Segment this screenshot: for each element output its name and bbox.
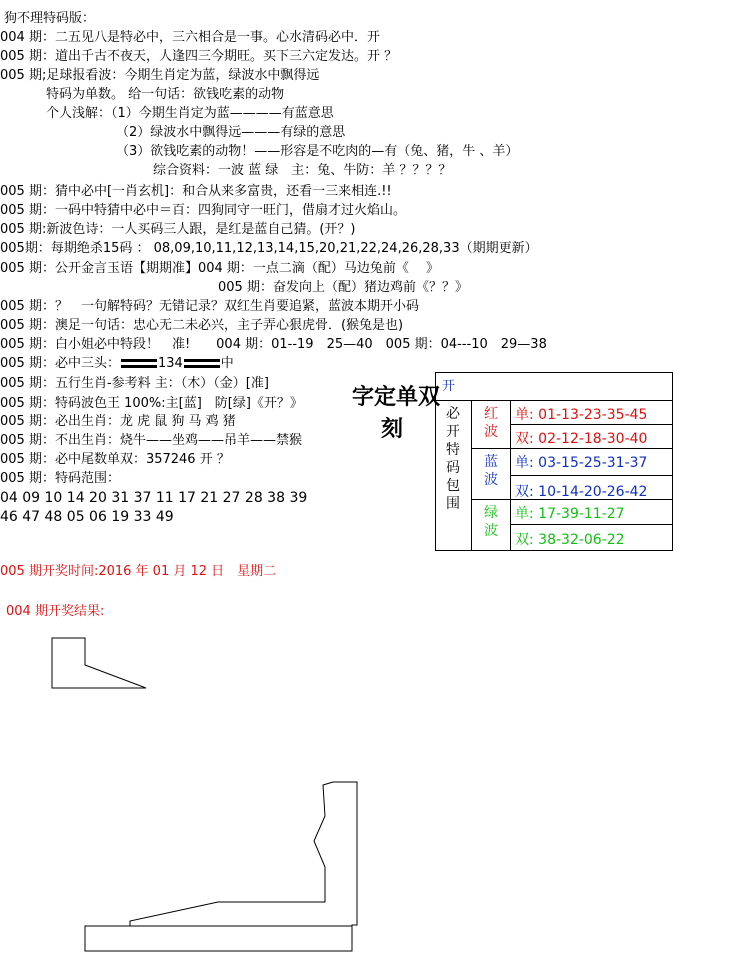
text-line: 005 期：澳足一句话：忠心无二未必兴，主子弄心狠虎骨．(猴兔是也) xyxy=(0,318,404,333)
open-label: 开 xyxy=(442,379,456,394)
wave-char: 红 xyxy=(484,406,498,422)
text-line: 005 期：不出生肖：烧牛——坐鸡——吊羊——禁猴 xyxy=(0,433,302,448)
text-line: （2）绿波水中飘得远———有绿的意思 xyxy=(116,125,346,140)
text-line: 005 期;足球报看波：今期生肖定为蓝，绿波水中飘得远 xyxy=(0,68,320,83)
page-title: 狗不理特码版： xyxy=(4,11,96,26)
flag-shape xyxy=(52,638,146,688)
single-numbers: 01-13-23-35-45 xyxy=(538,407,648,423)
wave-char: 蓝 xyxy=(484,454,498,470)
text-line: 005 期：必中尾数单双：357246 开 ？ xyxy=(0,452,230,467)
side-char: 包 xyxy=(446,478,460,494)
wave-label xyxy=(483,405,499,441)
double-numbers: 02-12-18-30-40 xyxy=(538,431,648,447)
side-char: 必 xyxy=(446,406,460,422)
san-tou-value: 134 xyxy=(157,356,183,371)
side-char: 特 xyxy=(446,442,460,458)
wave-char: 波 xyxy=(484,424,498,440)
text-line: 005 期：五行生肖-参考料 主：（木）（金）[准] xyxy=(0,376,269,391)
san-tou-line xyxy=(0,355,234,372)
wave-cell xyxy=(472,449,511,500)
wave-cell xyxy=(472,500,511,550)
text-line: 005 期:新波色诗：一人买码三人跟，是红是蓝自己猜。(开？) xyxy=(0,222,356,237)
text-line: 005 期：道出千古不夜天，人逢四三今期旺。买下三六定发达。开 ？ xyxy=(0,49,398,64)
single-label: 单: xyxy=(515,455,534,471)
text-line: 特码为单数。 给一句话：欲钱吃素的动物 xyxy=(46,87,285,102)
result-title: 004 期开奖结果: xyxy=(6,604,105,619)
text-line: 005 期：特码波色王 100%:主[蓝] 防[绿]《开？》 xyxy=(0,396,303,411)
number-line: 04 09 10 14 20 31 37 11 17 21 27 28 38 39 xyxy=(0,490,308,506)
wave-label xyxy=(483,453,499,489)
text-line: 005 期：奋发向上（配）猪边鸡前《？？》 xyxy=(218,280,468,295)
number-row xyxy=(511,525,672,550)
side-char: 码 xyxy=(446,460,460,476)
number-row xyxy=(511,476,672,500)
double-label: 双: xyxy=(515,532,534,548)
text-line: （3）欲钱吃素的动物！——形容是不吃肉的—有（兔、猪，牛 、羊） xyxy=(116,144,519,159)
result-shapes xyxy=(0,620,744,957)
text-line: 005 期：一码中特猜中必中＝百：四狗同守一旺门，借扇才过火焰山。 xyxy=(0,203,406,218)
number-row xyxy=(511,425,672,449)
text-line: 005 期：猜中必中[一肖玄机]：和合从来多富贵，还看一三来相连.!! xyxy=(0,184,392,199)
double-numbers: 38-32-06-22 xyxy=(538,532,625,548)
stamp-text: 刻 xyxy=(381,416,404,442)
table-side xyxy=(436,401,472,550)
double-numbers: 10-14-20-26-42 xyxy=(538,484,648,500)
wave-cell xyxy=(472,401,511,449)
san-tou-label: 005 期：必中三头： xyxy=(0,356,120,371)
stamp-text: 字定单双 xyxy=(352,384,441,410)
bar-icon xyxy=(184,359,220,368)
single-label: 单: xyxy=(515,407,534,423)
double-label: 双: xyxy=(515,431,534,447)
number-line: 46 47 48 05 06 19 33 49 xyxy=(0,509,174,525)
text-line: 个人浅解：（1）今期生肖定为蓝————有蓝意思 xyxy=(46,106,334,121)
text-line: 005期：每期绝杀15码 ： 08,09,10,11,12,13,14,15,20,21,22,24,26,28,33（期期更新） xyxy=(0,241,538,256)
text-line: 005 期：必出生肖：龙 虎 鼠 狗 马 鸡 猪 xyxy=(0,414,236,429)
san-tou-tail: 中 xyxy=(220,356,234,371)
text-line: 005 期：公开金言玉语【期期准】004 期：一点二滴（配）马边兔前《 》 xyxy=(0,261,440,276)
text-line: 005 期：白小姐必中特段！ 准! 004 期：01--19 25—40 005 期：04---10 29—38 xyxy=(0,337,547,352)
side-label xyxy=(445,405,461,513)
single-numbers: 17-39-11-27 xyxy=(538,506,625,522)
number-row xyxy=(511,401,672,425)
bar-icon xyxy=(121,359,157,368)
wave-char: 绿 xyxy=(484,505,498,521)
wave-char: 波 xyxy=(484,472,498,488)
side-char: 围 xyxy=(446,496,460,512)
wave-label xyxy=(483,504,499,540)
number-row xyxy=(511,500,672,525)
single-label: 单: xyxy=(515,506,534,522)
special-code-table xyxy=(435,372,673,551)
single-numbers: 03-15-25-31-37 xyxy=(538,455,648,471)
double-label: 双: xyxy=(515,484,534,500)
text-line: 005 期：？ 一句解特码？无错记录？双红生肖要追紧，蓝波本期开小码 xyxy=(0,299,419,314)
text-line: 005 期：特码范围： xyxy=(0,471,120,486)
table-header xyxy=(436,373,672,401)
text-line: 综合资料：一波 蓝 绿 主：兔、牛防：羊 ？？？？ xyxy=(153,163,452,178)
wave-char: 波 xyxy=(484,523,498,539)
text-line: 004 期：二五见八是特必中，三六相合是一事。心水清码必中．开 xyxy=(0,30,380,45)
draw-time: 005 期开奖时间:2016 年 01 月 12 日 星期二 xyxy=(0,564,277,579)
side-char: 开 xyxy=(446,424,460,440)
number-row xyxy=(511,449,672,476)
